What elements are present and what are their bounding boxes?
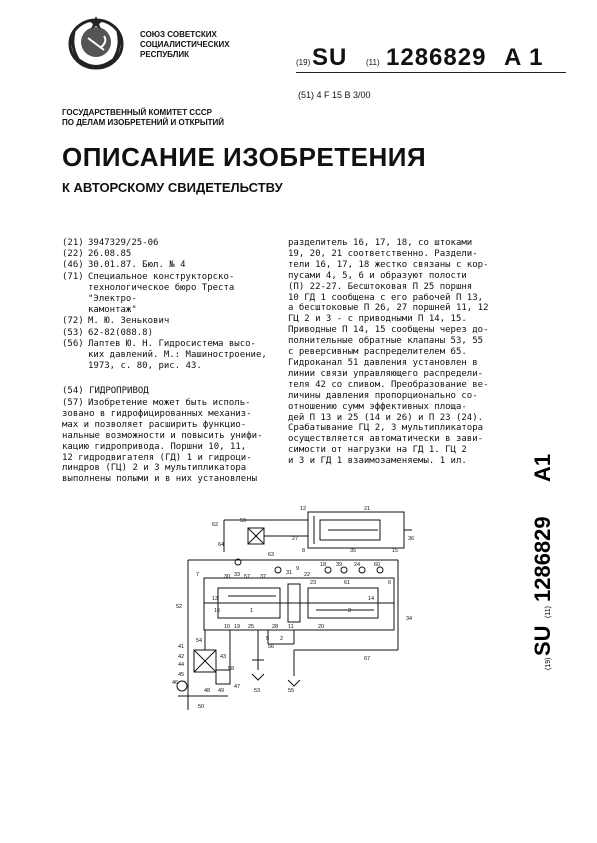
ref-label: 23 — [310, 580, 317, 586]
ref-label: 11 — [288, 624, 294, 630]
ref-label: 37 — [260, 574, 267, 580]
abstract-right-column — [288, 238, 528, 467]
ref-label: 25 — [248, 624, 255, 630]
union-name-line: РЕСПУБЛИК — [140, 50, 189, 59]
ref-label: 14 — [368, 596, 375, 602]
header-rule — [296, 72, 566, 73]
ref-label: 1 — [250, 608, 254, 614]
union-name-line: СОЮЗ СОВЕТСКИХ — [140, 30, 217, 39]
biblio-row — [62, 238, 284, 249]
biblio-text: 62-82(088.8) — [88, 327, 154, 338]
ref-label: 56 — [268, 644, 275, 650]
ref-label: 28 — [272, 624, 279, 630]
biblio-code: (22) — [62, 249, 84, 260]
biblio-row — [62, 328, 284, 339]
biblio-row — [62, 260, 284, 271]
ref-label: 34 — [406, 616, 413, 622]
publication-number — [296, 44, 566, 70]
code-11: (11) — [366, 58, 380, 67]
union-name — [140, 30, 280, 60]
ref-label: 55 — [288, 688, 295, 694]
biblio-code: (46) — [62, 260, 84, 271]
ref-label: 49 — [218, 688, 225, 694]
biblio-text: Специальное конструкторско- технологическое бюро Треста "Электро- камонтаж" — [88, 271, 235, 316]
abstract-text: разделитель 16, 17, 18, со штоками 19, 20, 21 соответственно. Раздели- тели 16, 17, 18 жестко связаны с кор- пусами 4, 5, 6 и образуют полости (П) 22-27. Бесштоковая П 25 поршня 10 ГД 1 сообщена с его рабочей П 13, а бесштоковые П 26, 27 поршней 11, 12 ГЦ 2 и 3 - с приводными П 14, 15. Приводные П 14, 15 сообщены через до- полнительные обратные клапаны 53, 55 с реверсивным распределителем 65. Гидроканал 51 давления установлен в линии связи управляющего распредели- теля 42 со сливом. Преобразование ве- личины давления пропорционально со- отношению сумм эффективных площа- дей П 13 и 25 (14 и 26) и П 23 (24). Срабатывание ГЦ 2, 3 мультипликатора осуществляется автоматически в зави- симости от нагрузки на ГД 1. ГЦ 2 и 3 и ГД 1 взаимозаменяемы. 1 ил. — [288, 238, 489, 467]
biblio-row — [62, 272, 284, 317]
ref-label: 41 — [178, 644, 185, 650]
committee-line: ГОСУДАРСТВЕННЫЙ КОМИТЕТ СССР — [62, 108, 212, 117]
ref-label: 39 — [336, 562, 343, 568]
ref-label: 50 — [198, 704, 205, 710]
biblio-text: М. Ю. Зенькович — [88, 316, 170, 327]
ref-label: 46 — [172, 680, 179, 686]
document-title: ОПИСАНИЕ ИЗОБРЕТЕНИЯ — [62, 142, 427, 172]
kind-code: A 1 — [504, 44, 544, 71]
biblio-text: 26.08.85 — [88, 249, 132, 260]
ref-label: 5 — [266, 636, 270, 642]
ref-label: 20 — [318, 624, 325, 630]
ref-label: 53 — [254, 688, 261, 694]
ref-label: 15 — [392, 548, 399, 554]
ref-label: 62 — [212, 522, 219, 528]
abstract-code: (57) — [62, 398, 84, 408]
ref-label: 35 — [350, 548, 357, 554]
side-country: SU — [530, 625, 555, 656]
side-number: 1286829 — [530, 516, 555, 602]
biblio-row — [62, 339, 284, 373]
committee-line: ПО ДЕЛАМ ИЗОБРЕТЕНИЙ И ОТКРЫТИЙ — [62, 118, 225, 127]
ref-label: 10 — [224, 624, 231, 630]
ref-label: 2 — [280, 636, 284, 642]
ref-label: 33 — [234, 572, 241, 578]
biblio-text: Лаптев Ю. Н. Гидросистема высо- ких давлений. М.: Машиностроение, 1973, с. 80, рис. 43. — [88, 338, 267, 372]
ref-label: 47 — [234, 684, 241, 690]
ref-label: 21 — [364, 506, 371, 512]
ref-label: 67 — [364, 656, 371, 662]
hydraulic-schematic — [168, 500, 418, 712]
side-code-19: (19) — [545, 657, 552, 670]
ref-label: 6 — [388, 580, 392, 586]
side-code-11: (11) — [545, 606, 552, 618]
ref-label: 63 — [268, 552, 275, 558]
side-publication-number — [520, 430, 560, 670]
ref-label: 30 — [224, 574, 231, 580]
ref-label: 57 — [244, 574, 251, 580]
ref-label: 3 — [348, 608, 352, 614]
committee-name — [62, 108, 362, 128]
union-name-line: СОЦИАЛИСТИЧЕСКИХ — [140, 40, 230, 49]
ref-label: 44 — [178, 662, 185, 668]
ref-label: 42 — [178, 654, 185, 660]
ref-label: 54 — [196, 638, 203, 644]
ref-label: 43 — [220, 654, 227, 660]
patent-number: 1286829 — [386, 44, 487, 71]
ref-label: 60 — [374, 562, 381, 568]
abstract-text: Изобретение может быть исполь- зовано в гидрофицированных механиз- мах и позволяет расширить функцио- нальные возможности и повысить унифи- кацию гидропривода. Поршни 10, 11, 12 гидродвигателя (ГД) 1 и гидроци- линдров (ГЦ) 2 и 3 мультипликатора выполнены полыми и в них установлены — [62, 398, 263, 485]
ref-label: 24 — [354, 562, 361, 568]
abstract-left-column — [62, 398, 290, 485]
ref-label: 36 — [408, 536, 415, 542]
biblio-code: (71) — [62, 271, 84, 282]
ref-label: 45 — [178, 672, 185, 678]
ref-label: 13 — [212, 596, 219, 602]
code-19: (19) — [296, 58, 311, 67]
ref-label: 9 — [296, 566, 300, 572]
bibliographic-data — [62, 238, 284, 372]
ref-label: 59 — [240, 518, 247, 524]
ref-label: 19 — [234, 624, 241, 630]
invention-title: (54) ГИДРОПРИВОД — [62, 386, 149, 396]
biblio-row — [62, 316, 284, 327]
ipc-classification: (51) 4 F 15 B 3/00 — [298, 90, 371, 100]
biblio-code: (21) — [62, 238, 84, 248]
ref-label: 18 — [320, 562, 327, 568]
pump-icon — [177, 681, 187, 691]
ref-label: 16 — [214, 608, 221, 614]
biblio-code: (53) — [62, 327, 84, 338]
ref-label: 64 — [218, 542, 225, 548]
biblio-code: (56) — [62, 338, 84, 349]
biblio-text: 3947329/25-06 — [88, 238, 159, 248]
ref-label: 52 — [176, 604, 183, 610]
ref-label: 31 — [286, 570, 293, 576]
ref-label: 12 — [300, 506, 307, 512]
ref-label: 8 — [302, 548, 306, 554]
biblio-code: (72) — [62, 316, 84, 327]
biblio-text: 30.01.87. Бюл. № 4 — [88, 260, 186, 271]
ref-label: 61 — [344, 580, 351, 586]
country-code: SU — [312, 44, 348, 71]
ref-label: 27 — [292, 536, 299, 542]
ref-label: 22 — [304, 572, 311, 578]
side-kind: A1 — [530, 453, 555, 482]
ussr-emblem-icon — [64, 12, 128, 76]
ref-label: 48 — [204, 688, 211, 694]
ref-label: 7 — [196, 572, 200, 578]
document-subtitle: К АВТОРСКОМУ СВИДЕТЕЛЬСТВУ — [62, 180, 283, 195]
ref-label: 58 — [228, 666, 235, 672]
biblio-row — [62, 249, 284, 260]
